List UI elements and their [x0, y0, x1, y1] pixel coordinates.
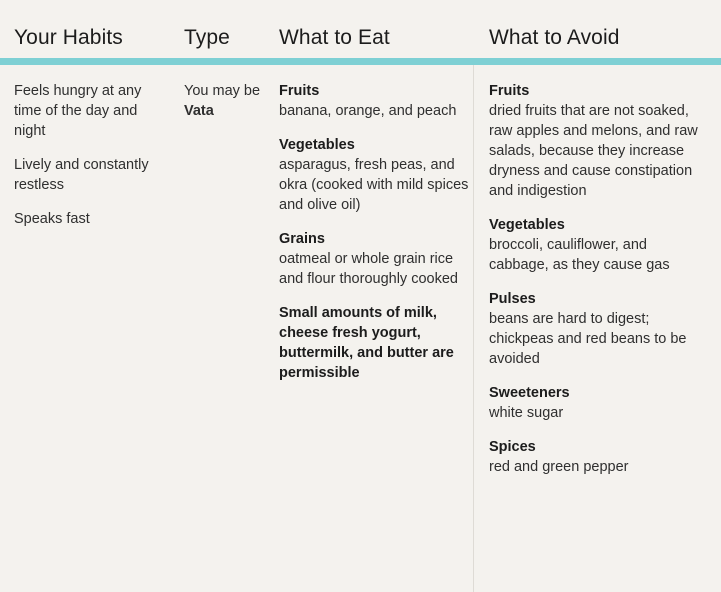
- cell-your-habits: [14, 81, 184, 229]
- cell-type: [184, 81, 279, 121]
- item-body: white sugar: [489, 405, 564, 421]
- column-header-what-to-eat: What to Eat: [279, 26, 390, 49]
- cell-what-to-avoid: [489, 81, 721, 477]
- list-item: Lively and constantly restless: [14, 157, 149, 193]
- type-value: [184, 81, 265, 121]
- type-prefix: You may be: [184, 83, 261, 99]
- table-header-row: [0, 0, 721, 58]
- list-item: Speaks fast: [14, 211, 90, 227]
- item-body: asparagus, fresh peas, and okra (cooked with mild spices and olive oil): [279, 157, 469, 213]
- item-title: Vegetables: [489, 217, 565, 233]
- table-body-row: [0, 65, 721, 477]
- list-item: [489, 81, 707, 201]
- item-body: beans are hard to digest; chickpeas and red beans to be avoided: [489, 311, 687, 367]
- column-header-your-habits: Your Habits: [14, 26, 123, 49]
- item-body: banana, orange, and peach: [279, 103, 457, 119]
- type-name: Vata: [184, 103, 214, 119]
- header-accent-bar: [0, 58, 721, 65]
- list-item: [279, 229, 475, 289]
- item-title: Fruits: [489, 83, 530, 99]
- list-item: [489, 289, 707, 369]
- item-body: red and green pepper: [489, 459, 629, 475]
- item-title: Grains: [279, 231, 325, 247]
- item-body: dried fruits that are not soaked, raw apples and melons, and raw salads, because they increase dryness and cause constipation and indigestion: [489, 103, 698, 199]
- item-title: Pulses: [489, 291, 536, 307]
- list-item: [279, 135, 475, 215]
- list-item: Feels hungry at any time of the day and night: [14, 83, 142, 139]
- item-title: Spices: [489, 439, 536, 455]
- column-divider: [473, 65, 474, 592]
- item-body: oatmeal or whole grain rice and flour thoroughly cooked: [279, 251, 458, 287]
- item-body: Small amounts of milk, cheese fresh yogurt, buttermilk, and butter are permissible: [279, 305, 454, 381]
- list-item: [279, 303, 475, 383]
- list-item: [489, 383, 707, 423]
- item-title: Fruits: [279, 83, 320, 99]
- list-item: [489, 215, 707, 275]
- column-header-what-to-avoid: What to Avoid: [489, 26, 620, 49]
- item-body: broccoli, cauliflower, and cabbage, as they cause gas: [489, 237, 670, 273]
- list-item: [279, 81, 475, 121]
- item-title: Sweeteners: [489, 385, 570, 401]
- column-header-type: Type: [184, 26, 230, 49]
- list-item: [489, 437, 707, 477]
- item-title: Vegetables: [279, 137, 355, 153]
- cell-what-to-eat: [279, 81, 489, 383]
